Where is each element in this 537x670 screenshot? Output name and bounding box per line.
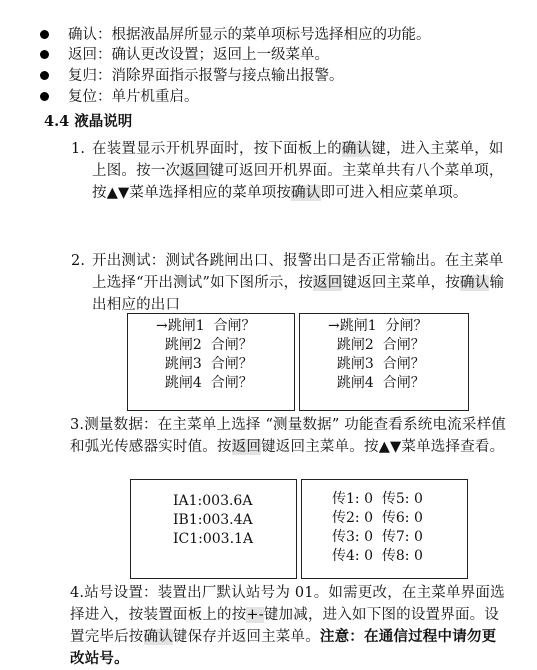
lcd-line: 传4: 0 传8: 0 [332, 548, 423, 564]
bullet-item [40, 25, 520, 45]
bullet-dot-icon [40, 50, 49, 59]
lcd-line: 跳闸2 合闸？ [156, 337, 253, 353]
plus-minus-key-label: +- [246, 607, 264, 623]
lcd-line: 跳闸4 合闸？ [328, 375, 425, 391]
lcd-screen-sensor-values [301, 479, 468, 579]
bullet-dot-icon [40, 71, 49, 80]
return-key-label: 返回 [231, 439, 262, 455]
confirm-key-label: 确认 [341, 141, 372, 157]
bullet-item [40, 45, 520, 65]
bullet-dot-icon [40, 92, 49, 101]
return-key-label: 返回 [313, 275, 343, 291]
item-2-paragraph [92, 250, 512, 316]
lcd-screen-output-test-1 [127, 313, 295, 411]
lcd-line: 传1: 0 传5: 0 [332, 491, 423, 507]
lcd-line: 跳闸2 合闸？ [328, 337, 425, 353]
lcd-line: IC1:003.1A [173, 531, 254, 547]
confirm-key-label: 确认 [460, 275, 490, 291]
lcd-line: →跳闸1 分闸？ [328, 318, 428, 334]
item-4-text: 键保存并返回主菜单。 [172, 629, 320, 645]
item-3-paragraph [70, 414, 510, 458]
section-heading: 4.4 液晶说明 [44, 113, 133, 130]
bullet-dot-icon [40, 30, 49, 39]
lcd-line: 跳闸4 合闸？ [156, 375, 253, 391]
bullet-item [40, 66, 520, 86]
bullet-text: 返回：确认更改设置；返回上一级菜单。 [68, 47, 329, 63]
item-1-text: 键，进入主菜单，如上图。按一次 [92, 141, 504, 179]
item-3-text: 3.测量数据：在主菜单上选择 “测量数据” 功能查看系统电流采样值和弧光传感器实时值。按 [70, 417, 506, 455]
item-1-text: 键可返回开机界面。主菜单共有八个菜单项，按▲▼菜单选择相应的菜单项按 [92, 163, 504, 201]
lcd-line: 跳闸3 合闸？ [156, 356, 253, 372]
item-2-text: 输出相应的出口 [92, 275, 505, 313]
item-4-text: 键加减，进入如下图的设置界面。设置完毕后按 [70, 607, 500, 645]
item-2-number: 2. [71, 253, 86, 269]
confirm-key-label: 确认 [143, 629, 173, 645]
item-4-text: 4.站号设置：装置出厂默认站号为 01。如需更改，在主菜单界面选择进入，按装置面板上的按 [70, 585, 505, 623]
lcd-line: 传3: 0 传7: 0 [332, 529, 423, 545]
lcd-line: 传2: 0 传6: 0 [332, 510, 423, 526]
item-2-text: 键返回主菜单，按 [342, 275, 461, 291]
return-key-label: 返回 [180, 163, 210, 179]
lcd-screen-output-test-2 [299, 313, 469, 411]
lcd-line: →跳闸1 合闸？ [156, 318, 256, 334]
item-1-text: 在装置显示开机界面时，按下面板上的 [92, 141, 342, 157]
lcd-line: IA1:003.6A [173, 493, 253, 509]
item-4-note: 注意：在通信过程中请勿更改站号。 [70, 628, 497, 667]
item-2-text: 开出测试：测试各跳闸出口、报警出口是否正常输出。在主菜单上选择“开出测试”如下图所示，按 [92, 253, 504, 291]
lcd-line: IB1:003.4A [173, 512, 253, 528]
item-1-number: 1. [71, 141, 86, 157]
item-4-paragraph [70, 582, 510, 670]
lcd-screen-current-values [130, 479, 297, 579]
lcd-line: 跳闸3 合闸？ [328, 356, 425, 372]
item-1-text: 即可进入相应菜单项。 [320, 185, 468, 201]
bullet-text: 复归：消除界面指示报警与接点输出报警。 [68, 68, 344, 84]
bullet-text: 复位：单片机重启。 [68, 89, 199, 105]
item-1-paragraph [92, 138, 512, 204]
confirm-key-label: 确认 [291, 185, 321, 201]
item-3-text: 键返回主菜单。按▲▼菜单选择查看。 [261, 439, 505, 455]
bullet-text: 确认：根据液晶屏所显示的菜单项标号选择相应的功能。 [68, 27, 431, 43]
bullet-item [40, 87, 520, 107]
